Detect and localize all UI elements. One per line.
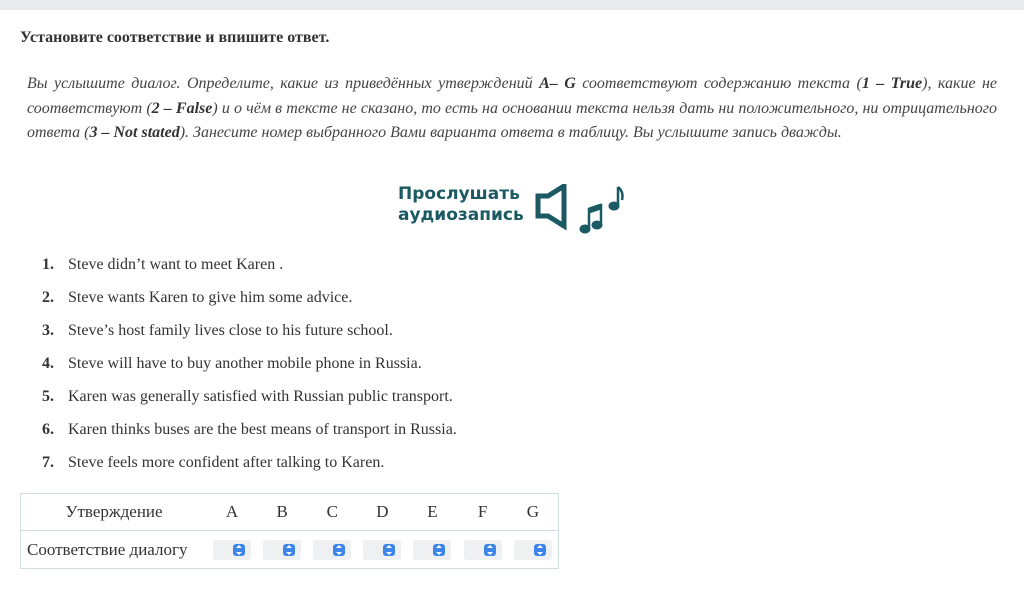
statement-text: Steve’s host family lives close to his future school.: [68, 322, 393, 339]
header-label: Утверждение: [21, 494, 208, 531]
statement-text: Karen thinks buses are the best means of transport in Russia.: [68, 421, 457, 438]
column-header-d: D: [357, 494, 407, 531]
column-header-g: G: [508, 494, 559, 531]
statement-item: [42, 287, 457, 320]
statement-item: [42, 452, 457, 485]
instructions-bold-4: 3 – Not stated: [89, 124, 180, 141]
statement-number: 5.: [42, 388, 54, 405]
answer-select-f[interactable]: [464, 540, 502, 560]
statement-number: 2.: [42, 289, 54, 306]
statement-item: [42, 419, 457, 452]
instructions-bold-2: 1 – True: [861, 75, 923, 92]
task-title: Установите соответствие и впишите ответ.: [20, 29, 330, 46]
answer-select-b[interactable]: [263, 540, 301, 560]
answer-select-e[interactable]: [413, 540, 451, 560]
answer-table-header-row: [21, 494, 559, 531]
statement-number: 6.: [42, 421, 54, 438]
statements-list: [42, 254, 457, 485]
instructions-bold-3: 2 – False: [151, 99, 213, 117]
answer-cell-c: [307, 531, 357, 569]
play-audio-label-line1: Прослушать: [398, 184, 520, 204]
answer-cell-a: [207, 531, 257, 569]
statement-item: [42, 254, 457, 287]
answer-cell-g: [508, 531, 559, 569]
instructions-bold-1: A– G: [539, 75, 576, 92]
top-bar: [0, 0, 1024, 10]
answer-cell-f: [458, 531, 508, 569]
speaker-music-icon: [534, 184, 626, 239]
answer-select-d[interactable]: [363, 540, 401, 560]
column-header-f: F: [458, 494, 508, 531]
statement-item: [42, 386, 457, 419]
instructions-text-4: ) и о чём в тексте не сказано, то есть на основании текста нельзя дать ни положительного, ни отрицательного ответа (: [27, 99, 997, 141]
answer-table: [20, 493, 559, 569]
statement-item: [42, 320, 457, 353]
play-audio-button[interactable]: [398, 184, 628, 234]
answer-select-c[interactable]: [313, 540, 351, 560]
statement-text: Steve didn’t want to meet Karen .: [68, 256, 284, 273]
answer-select-a[interactable]: [213, 540, 251, 560]
answer-table-row: [21, 531, 559, 569]
select-arrows-icon: [433, 544, 445, 556]
select-arrows-icon: [233, 544, 245, 556]
statement-number: 7.: [42, 454, 54, 471]
statement-number: 4.: [42, 355, 54, 372]
instructions-text-3: ), какие не соответствуют (: [27, 75, 998, 117]
answer-cell-e: [407, 531, 457, 569]
select-arrows-icon: [283, 544, 295, 556]
select-arrows-icon: [333, 544, 345, 556]
instructions-text-2: соответствуют содержанию текста (: [575, 75, 862, 92]
task-instructions: [27, 72, 997, 146]
statement-item: [42, 353, 457, 386]
column-header-a: A: [207, 494, 257, 531]
answer-select-g[interactable]: [514, 540, 552, 560]
instructions-text-5: ). Занесите номер выбранного Вами варианта ответа в таблицу. Вы услышите запись дважды.: [179, 124, 842, 141]
statement-number: 1.: [42, 256, 54, 273]
play-audio-label-line2: аудиозапись: [398, 205, 524, 225]
instructions-text-1: Вы услышите диалог. Определите, какие из приведённых утверждений: [27, 75, 540, 92]
statement-text: Karen was generally satisfied with Russian public transport.: [68, 388, 453, 405]
statement-text: Steve wants Karen to give him some advice.: [68, 289, 353, 306]
column-header-e: E: [407, 494, 457, 531]
answer-cell-d: [357, 531, 407, 569]
select-arrows-icon: [484, 544, 496, 556]
statement-text: Steve will have to buy another mobile phone in Russia.: [68, 355, 422, 372]
row-label: Соответствие диалогу: [27, 539, 188, 559]
column-header-c: C: [307, 494, 357, 531]
answer-cell-b: [257, 531, 307, 569]
statement-number: 3.: [42, 322, 54, 339]
play-audio-label: [398, 184, 524, 226]
statement-text: Steve feels more confident after talking to Karen.: [68, 454, 385, 471]
select-arrows-icon: [534, 544, 546, 556]
column-header-b: B: [257, 494, 307, 531]
select-arrows-icon: [383, 544, 395, 556]
